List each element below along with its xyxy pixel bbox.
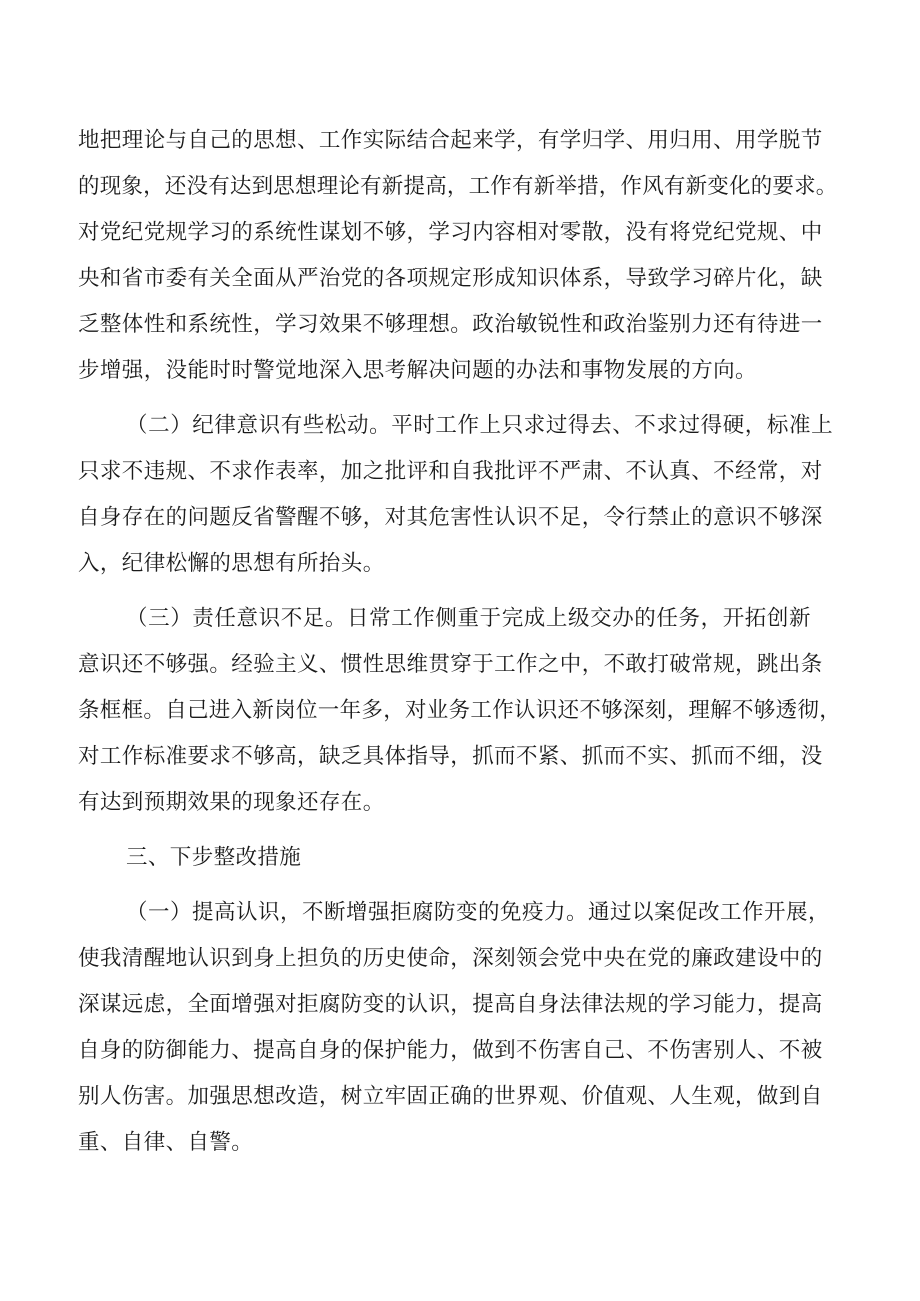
- text-line: （二）纪律意识有些松动。平时工作上只求过得去、不求过得硬，标准上: [126, 413, 834, 438]
- text-line: 的现象，还没有达到思想理论有新提高，工作有新举措，作风有新变化的要求。: [78, 174, 838, 199]
- text-line: 乏整体性和系统性，学习效果不够理想。政治敏锐性和政治鉴别力还有待进一: [78, 312, 823, 337]
- text-line: 对党纪党规学习的系统性谋划不够，学习内容相对零散，没有将党纪党规、中: [78, 220, 823, 245]
- text-line: 条框框。自己进入新岗位一年多，对业务工作认识还不够深刻，理解不够透彻，: [78, 698, 842, 723]
- text-line: 地把理论与自己的思想、工作实际结合起来学，有学归学、用归用、用学脱节: [78, 128, 823, 153]
- text-line: 别人伤害。加强思想改造，树立牢固正确的世界观、价值观、人生观，做到自: [78, 1084, 823, 1109]
- text-line: （一）提高认识，不断增强拒腐防变的免疫力。通过以案促改工作开展，: [126, 900, 831, 925]
- text-line: 央和省市委有关全面从严治党的各项规定形成知识体系，导致学习碎片化，缺: [78, 266, 823, 291]
- heading-line: 三、下步整改措施: [126, 845, 302, 870]
- text-line: 深谋远虑，全面增强对拒腐防变的认识，提高自身法律法规的学习能力，提高: [78, 992, 823, 1017]
- text-line: 步增强，没能时时警觉地深入思考解决问题的办法和事物发展的方向。: [78, 358, 757, 383]
- text-line: 入，纪律松懈的思想有所抬头。: [78, 551, 385, 576]
- text-line: 对工作标准要求不够高，缺乏具体指导，抓而不紧、抓而不实、抓而不细，没: [78, 744, 823, 769]
- text-line: （三）责任意识不足。日常工作侧重于完成上级交办的任务，开拓创新: [126, 606, 812, 631]
- text-line: 意识还不够强。经验主义、惯性思维贯穿于工作之中，不敢打破常规，跳出条: [78, 652, 823, 677]
- text-line: 使我清醒地认识到身上担负的历史使命，深刻领会党中央在党的廉政建设中的: [78, 946, 823, 971]
- text-line: 有达到预期效果的现象还存在。: [78, 790, 385, 815]
- text-line: 重、自律、自警。: [78, 1130, 254, 1155]
- text-line: 只求不违规、不求作表率，加之批评和自我批评不严肃、不认真、不经常，对: [78, 459, 823, 484]
- text-line: 自身的防御能力、提高自身的保护能力，做到不伤害自己、不伤害别人、不被: [78, 1038, 823, 1063]
- text-line: 自身存在的问题反省警醒不够，对其危害性认识不足，令行禁止的意识不够深: [78, 505, 823, 530]
